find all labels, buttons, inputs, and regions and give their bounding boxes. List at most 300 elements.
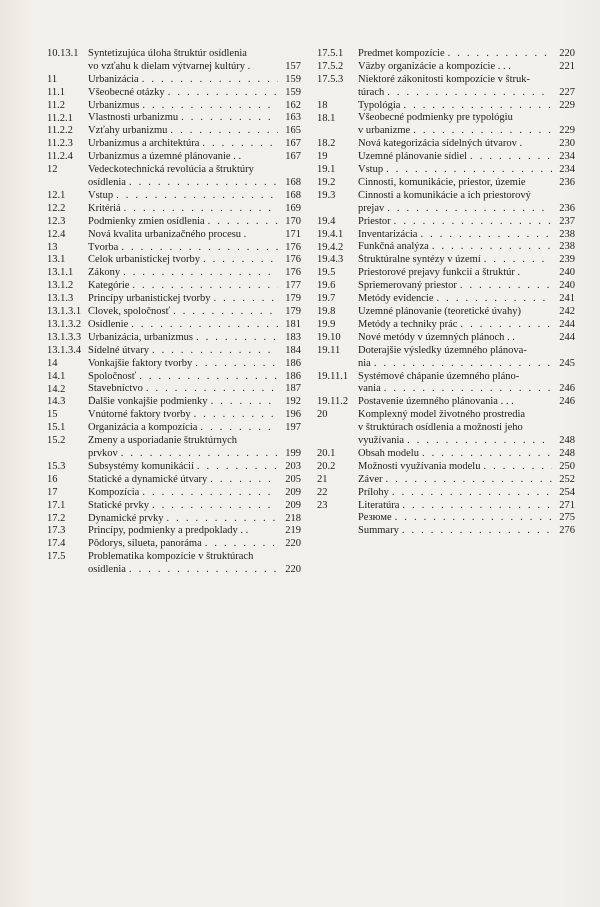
toc-title-text: Vnútorné faktory tvorby <box>88 409 191 421</box>
toc-section-number: 17.3 <box>47 525 66 537</box>
toc-title-text: Spoločnosť <box>88 370 137 382</box>
toc-entry <box>317 151 575 164</box>
toc-entry <box>47 293 301 306</box>
toc-page-number: 157 <box>285 60 301 72</box>
toc-entry-body <box>358 267 575 280</box>
toc-leader-dots <box>470 151 552 164</box>
toc-page-number: 244 <box>559 318 575 330</box>
toc-entry-body <box>358 190 575 216</box>
toc-entry <box>47 254 301 267</box>
toc-leader-dots <box>387 87 552 100</box>
toc-page-number: 187 <box>285 383 301 395</box>
toc-section-number: 17.2 <box>47 512 66 524</box>
toc-title-line <box>88 525 301 538</box>
toc-leader-dots <box>210 474 278 487</box>
toc-title-text: Kritériá <box>88 202 121 214</box>
toc-title-line <box>358 293 575 306</box>
toc-title-line <box>88 487 301 500</box>
toc-leader-dots <box>384 383 552 396</box>
toc-title-line <box>358 74 575 87</box>
toc-entry <box>317 100 575 113</box>
toc-section-number: 17 <box>47 486 58 498</box>
toc-entry-body <box>358 512 575 525</box>
toc-title-line <box>358 61 575 74</box>
toc-leader-dots <box>413 125 552 138</box>
toc-title-text: Metódy a techniky prác <box>358 318 458 330</box>
toc-title-text: Predmet kompozície <box>358 48 445 59</box>
toc-entry <box>317 242 575 255</box>
toc-entry <box>47 151 301 164</box>
toc-section-number: 23 <box>317 499 328 511</box>
toc-entry-body <box>358 371 575 397</box>
toc-page-number: 252 <box>559 473 575 485</box>
toc-entry-body <box>358 332 575 345</box>
toc-title-text: Ďalšie vonkajšie podmienky <box>88 396 208 408</box>
toc-title-text: Územné plánovanie (teoretické úvahy) <box>358 306 521 318</box>
toc-section-number: 15 <box>47 409 58 421</box>
toc-title-line <box>88 203 301 216</box>
toc-title-text: Urbanizmus a architektúra <box>88 138 200 150</box>
toc-entry <box>47 190 301 203</box>
toc-leader-dots <box>437 293 552 306</box>
toc-page-number: 276 <box>559 525 575 537</box>
toc-page-number: 245 <box>559 357 575 369</box>
toc-entry-body <box>358 500 575 513</box>
toc-title-line <box>358 371 575 384</box>
toc-title-text: Systémové chápanie územného pláno- <box>358 370 520 382</box>
toc-title-text: Vstup <box>358 164 384 176</box>
toc-page-number: 229 <box>559 99 575 111</box>
toc-entry-body <box>358 164 575 177</box>
toc-title-line <box>88 306 301 319</box>
toc-leader-dots <box>123 267 278 280</box>
toc-page-number: 227 <box>559 86 575 98</box>
toc-title-text: Všeobecné otázky <box>88 86 165 98</box>
toc-title-line <box>358 487 575 500</box>
toc-page-number: 183 <box>285 331 301 343</box>
toc-page-number: 169 <box>285 202 301 214</box>
toc-entry <box>47 74 301 87</box>
toc-page-number: 165 <box>285 125 301 137</box>
toc-section-number: 13.1.1 <box>47 267 74 279</box>
toc-leader-dots <box>200 422 278 435</box>
toc-entry <box>317 332 575 345</box>
toc-title-text: Priestorové prejavy funkcií a štruktúr . <box>358 267 521 279</box>
toc-title-line <box>358 448 575 461</box>
toc-entry-body <box>358 216 575 229</box>
toc-title-text: Kategórie <box>88 280 130 292</box>
toc-title-text: Резюме <box>358 512 392 524</box>
toc-page-number: 159 <box>285 86 301 98</box>
toc-title-text: Záver <box>358 473 383 485</box>
toc-title-line <box>88 190 301 203</box>
toc-title-line <box>358 216 575 229</box>
toc-leader-dots <box>211 396 278 409</box>
toc-section-number: 13.1.3.2 <box>47 318 82 330</box>
toc-entry-body <box>88 371 301 384</box>
toc-entry <box>317 474 575 487</box>
toc-section-number: 19.4.1 <box>317 228 344 240</box>
toc-page-number: 221 <box>559 60 575 72</box>
toc-entry-body <box>358 100 575 113</box>
toc-leader-dots <box>392 487 552 500</box>
toc-page-number: 176 <box>285 241 301 253</box>
toc-title-line <box>88 113 301 126</box>
toc-title-line <box>88 61 301 74</box>
toc-entry-body <box>358 61 575 74</box>
toc-leader-dots <box>146 384 278 397</box>
toc-page-number: 171 <box>285 228 301 240</box>
toc-page-number: 220 <box>285 564 301 576</box>
toc-title-line <box>358 113 575 126</box>
toc-title-line <box>88 409 301 422</box>
toc-title-text: Syntetizujúca úloha štruktúr osídlenia <box>88 48 247 59</box>
toc-entry <box>47 319 301 332</box>
toc-title-text: Funkčná analýza <box>358 241 429 253</box>
toc-page-number: 209 <box>285 499 301 511</box>
toc-title-line <box>358 87 575 100</box>
toc-entry <box>317 61 575 74</box>
toc-page-number: 176 <box>285 254 301 266</box>
toc-title-line <box>88 448 301 461</box>
toc-entry-body <box>358 113 575 139</box>
toc-page-number: 192 <box>285 396 301 408</box>
toc-page-number: 250 <box>559 460 575 472</box>
toc-page-number: 241 <box>559 293 575 305</box>
toc-section-number: 15.3 <box>47 460 66 472</box>
toc-leader-dots <box>121 242 278 255</box>
toc-leader-dots <box>131 319 278 332</box>
toc-entry <box>317 177 575 190</box>
toc-title-text: Urbanizmus <box>88 99 140 111</box>
toc-section-number: 12.1 <box>47 189 66 201</box>
toc-title-text: Územné plánovanie sídiel <box>358 151 468 163</box>
toc-page-number: 184 <box>285 344 301 356</box>
toc-page-number: 220 <box>559 48 575 59</box>
toc-title-text: Organizácia a kompozícia <box>88 422 198 434</box>
toc-entry-body <box>88 306 301 319</box>
toc-title-text: Komplexný model životného prostredia <box>358 409 526 421</box>
toc-title-text: Zmeny a usporiadanie štruktúrnych <box>88 435 237 447</box>
toc-title-text: Typológia <box>358 99 401 111</box>
toc-leader-dots <box>124 203 278 216</box>
toc-entry-body <box>88 216 301 229</box>
toc-title-line <box>358 190 575 203</box>
toc-entry-body <box>88 254 301 267</box>
toc-title-line <box>88 358 301 371</box>
toc-entry <box>47 164 301 190</box>
toc-section-number: 11.1 <box>47 86 65 98</box>
toc-entry-body <box>358 345 575 371</box>
toc-title-line <box>358 435 575 448</box>
toc-page-number: 248 <box>559 447 575 459</box>
toc-page-number: 205 <box>285 473 301 485</box>
toc-entry <box>47 332 301 345</box>
toc-title-line <box>88 422 301 435</box>
toc-title-line <box>358 164 575 177</box>
toc-title-text: Všeobecné podmienky pre typológiu <box>358 112 513 124</box>
toc-entry <box>47 48 301 74</box>
toc-entry <box>317 113 575 139</box>
toc-entry-body <box>358 461 575 474</box>
toc-title-text: Vonkajšie faktory tvorby <box>88 357 193 369</box>
toc-entry <box>317 306 575 319</box>
toc-title-line <box>358 267 575 280</box>
toc-section-number: 19.5 <box>317 267 336 279</box>
toc-title-line <box>88 267 301 280</box>
toc-title-line <box>358 138 575 151</box>
toc-entry <box>47 422 301 435</box>
toc-title-text: v štruktúrach osídlenia a možnosti jeho <box>358 422 523 434</box>
toc-section-number: 17.4 <box>47 538 66 550</box>
toc-entry-body <box>88 461 301 474</box>
toc-title-line <box>88 345 301 358</box>
toc-title-line <box>88 74 301 87</box>
toc-title-text: Možnosti využívania modelu <box>358 460 481 472</box>
toc-entry-body <box>88 164 301 190</box>
toc-entry <box>317 267 575 280</box>
toc-entry <box>47 551 301 577</box>
toc-title-line <box>88 513 301 526</box>
toc-entry-body <box>358 487 575 500</box>
toc-page-number: 239 <box>559 254 575 266</box>
toc-entry-body <box>88 267 301 280</box>
toc-page-number: 159 <box>285 73 301 85</box>
toc-title-line <box>88 151 301 164</box>
toc-title-line <box>358 500 575 513</box>
toc-section-number: 13 <box>47 241 58 253</box>
toc-leader-dots <box>208 216 278 229</box>
toc-title-text: Pôdorys, silueta, panoráma <box>88 538 202 550</box>
toc-entry <box>47 100 301 113</box>
toc-title-text: Osídlenie <box>88 318 129 330</box>
toc-entry <box>317 74 575 100</box>
toc-entry <box>47 125 301 138</box>
toc-entry <box>47 474 301 487</box>
toc-title-text: Činnosti, komunikácie, priestor, územie <box>358 177 526 188</box>
toc-page-number: 240 <box>559 267 575 279</box>
toc-section-number: 17.5.2 <box>317 60 344 72</box>
toc-section-number: 19.11.2 <box>317 396 349 408</box>
toc-title-line <box>358 48 575 61</box>
toc-entry-body <box>358 409 575 448</box>
toc-leader-dots <box>402 525 552 538</box>
toc-entry <box>47 500 301 513</box>
toc-page-number: 167 <box>285 151 301 163</box>
toc-section-number: 20.2 <box>317 460 336 472</box>
toc-title-line <box>358 383 575 396</box>
toc-title-text: Podmienky zmien osídlenia <box>88 215 205 227</box>
toc-title-text: Literatúra <box>358 499 400 511</box>
toc-title-line <box>88 538 301 551</box>
toc-entry <box>47 113 301 126</box>
toc-entry <box>317 229 575 242</box>
toc-leader-dots <box>403 100 552 113</box>
toc-entry-body <box>358 396 575 409</box>
toc-section-number: 11.2 <box>47 99 65 111</box>
toc-section-number: 19.11 <box>317 344 341 356</box>
toc-entry <box>47 538 301 551</box>
toc-section-number: 11.2.2 <box>47 125 73 137</box>
toc-title-text: túrach <box>358 86 385 98</box>
toc-leader-dots <box>483 461 552 474</box>
toc-entry-body <box>88 332 301 345</box>
toc-entry-body <box>358 229 575 242</box>
toc-entry-body <box>88 384 301 397</box>
toc-entry <box>317 512 575 525</box>
toc-entry-body <box>88 293 301 306</box>
toc-entry <box>47 138 301 151</box>
toc-title-line <box>88 551 301 564</box>
toc-title-text: Niektoré zákonitosti kompozície v štruk- <box>358 73 531 85</box>
toc-entry <box>47 358 301 371</box>
toc-title-line <box>358 280 575 293</box>
toc-right-column <box>317 48 575 538</box>
toc-entry-body <box>88 125 301 138</box>
toc-entry <box>47 371 301 384</box>
toc-title-text: vo vzťahu k dielam výtvarnej kultúry . <box>88 60 251 72</box>
toc-section-number: 11.2.4 <box>47 151 73 163</box>
toc-leader-dots <box>152 345 278 358</box>
toc-title-line <box>88 461 301 474</box>
toc-page-number: 176 <box>285 267 301 279</box>
toc-title-text: Celok urbanistickej tvorby <box>88 254 200 266</box>
toc-entry <box>47 267 301 280</box>
toc-title-text: Metódy evidencie <box>358 293 434 305</box>
toc-title-text: Dynamické prvky <box>88 512 164 524</box>
toc-title-text: Väzby organizácie a kompozície . . . <box>358 60 511 72</box>
toc-entry <box>47 513 301 526</box>
toc-page-number: 237 <box>559 215 575 227</box>
toc-title-line <box>358 242 575 255</box>
toc-entry <box>317 409 575 448</box>
toc-title-text: Doterajšie výsledky územného plánova- <box>358 344 527 356</box>
toc-title-line <box>358 177 575 190</box>
toc-section-number: 12 <box>47 164 58 176</box>
toc-entry-body <box>358 525 575 538</box>
toc-title-line <box>88 48 301 61</box>
toc-entry-body <box>358 306 575 319</box>
toc-entry-body <box>358 242 575 255</box>
toc-section-number: 19.2 <box>317 177 336 188</box>
toc-title-line <box>88 474 301 487</box>
toc-title-text: Kompozícia <box>88 486 140 498</box>
toc-title-text: Inventarizácia <box>358 228 418 240</box>
toc-title-text: vania <box>358 383 381 395</box>
toc-title-line <box>88 87 301 100</box>
toc-section-number: 17.1 <box>47 499 66 511</box>
toc-title-text: Tvorba <box>88 241 119 253</box>
toc-leader-dots <box>139 371 278 384</box>
toc-title-line <box>88 435 301 448</box>
toc-leader-dots <box>142 100 278 113</box>
toc-section-number: 22 <box>317 486 328 498</box>
toc-leader-dots <box>129 564 278 577</box>
toc-title-line <box>88 396 301 409</box>
toc-entry <box>47 435 301 461</box>
toc-title-line <box>358 474 575 487</box>
toc-entry-body <box>358 319 575 332</box>
toc-title-line <box>88 332 301 345</box>
toc-section-number: 17.5.1 <box>317 48 344 59</box>
toc-entry <box>47 229 301 242</box>
toc-entry-body <box>88 487 301 500</box>
toc-entry <box>317 216 575 229</box>
toc-leader-dots <box>167 513 278 526</box>
toc-section-number: 10.13.1 <box>47 48 79 59</box>
toc-title-line <box>88 216 301 229</box>
toc-title-text: Problematika kompozície v štruktúrach <box>88 551 254 563</box>
toc-section-number: 15.1 <box>47 422 66 434</box>
toc-title-line <box>358 512 575 525</box>
toc-page-number: 234 <box>559 164 575 176</box>
toc-leader-dots <box>387 203 552 216</box>
toc-title-text: Sídelné útvary <box>88 344 149 356</box>
toc-leader-dots <box>374 358 552 371</box>
toc-title-text: Prílohy <box>358 486 389 498</box>
toc-section-number: 13.1.2 <box>47 280 74 292</box>
toc-leader-dots <box>129 177 278 190</box>
toc-entry <box>317 461 575 474</box>
toc-section-number: 19.4.3 <box>317 254 344 266</box>
toc-page-number: 219 <box>285 525 301 537</box>
toc-title-text: Človek, spoločnosť <box>88 306 171 318</box>
toc-entry-body <box>88 87 301 100</box>
toc-left-column <box>47 48 301 577</box>
toc-section-number: 12.3 <box>47 215 66 227</box>
toc-title-text: Urbanizmus a územné plánovanie . . <box>88 151 242 163</box>
toc-page-number: 230 <box>559 138 575 150</box>
toc-entry <box>317 500 575 513</box>
toc-title-text: Nové metódy v územných plánoch . . <box>358 331 515 343</box>
toc-section-number: 19.10 <box>317 331 341 343</box>
toc-leader-dots <box>181 113 278 126</box>
toc-leader-dots <box>420 229 552 242</box>
toc-leader-dots <box>168 87 278 100</box>
toc-entry <box>317 371 575 397</box>
toc-title-text: Priestor <box>358 215 391 227</box>
toc-title-text: Vzťahy urbanizmu <box>88 125 168 137</box>
toc-title-line <box>88 384 301 397</box>
toc-title-line <box>358 461 575 474</box>
toc-section-number: 13.1.3 <box>47 293 74 305</box>
toc-title-line <box>88 100 301 113</box>
toc-page-number: 242 <box>559 306 575 318</box>
toc-leader-dots <box>422 448 552 461</box>
toc-section-number: 19.8 <box>317 306 336 318</box>
toc-entry-body <box>358 280 575 293</box>
toc-title-line <box>358 345 575 358</box>
toc-section-number: 19.4.2 <box>317 241 344 253</box>
toc-entry-body <box>358 151 575 164</box>
toc-leader-dots <box>386 164 552 177</box>
toc-page-number: 209 <box>285 486 301 498</box>
toc-page-number: 177 <box>285 280 301 292</box>
toc-title-line <box>358 358 575 371</box>
toc-page-number: 179 <box>285 306 301 318</box>
toc-leader-dots <box>213 293 278 306</box>
toc-title-line <box>88 280 301 293</box>
toc-entry <box>47 409 301 422</box>
toc-title-text: Stavebníctvo <box>88 383 143 395</box>
toc-section-number: 11 <box>47 73 58 85</box>
toc-page-number: 246 <box>559 383 575 395</box>
toc-title-text: Vedeckotechnická revolúcia a štruktúry <box>88 164 254 176</box>
toc-title-text: Nová kvalita urbanizačného procesu . <box>88 228 247 240</box>
toc-entry-body <box>358 293 575 306</box>
toc-section-number: 19.3 <box>317 189 336 201</box>
toc-section-number: 13.1.3.4 <box>47 344 82 356</box>
